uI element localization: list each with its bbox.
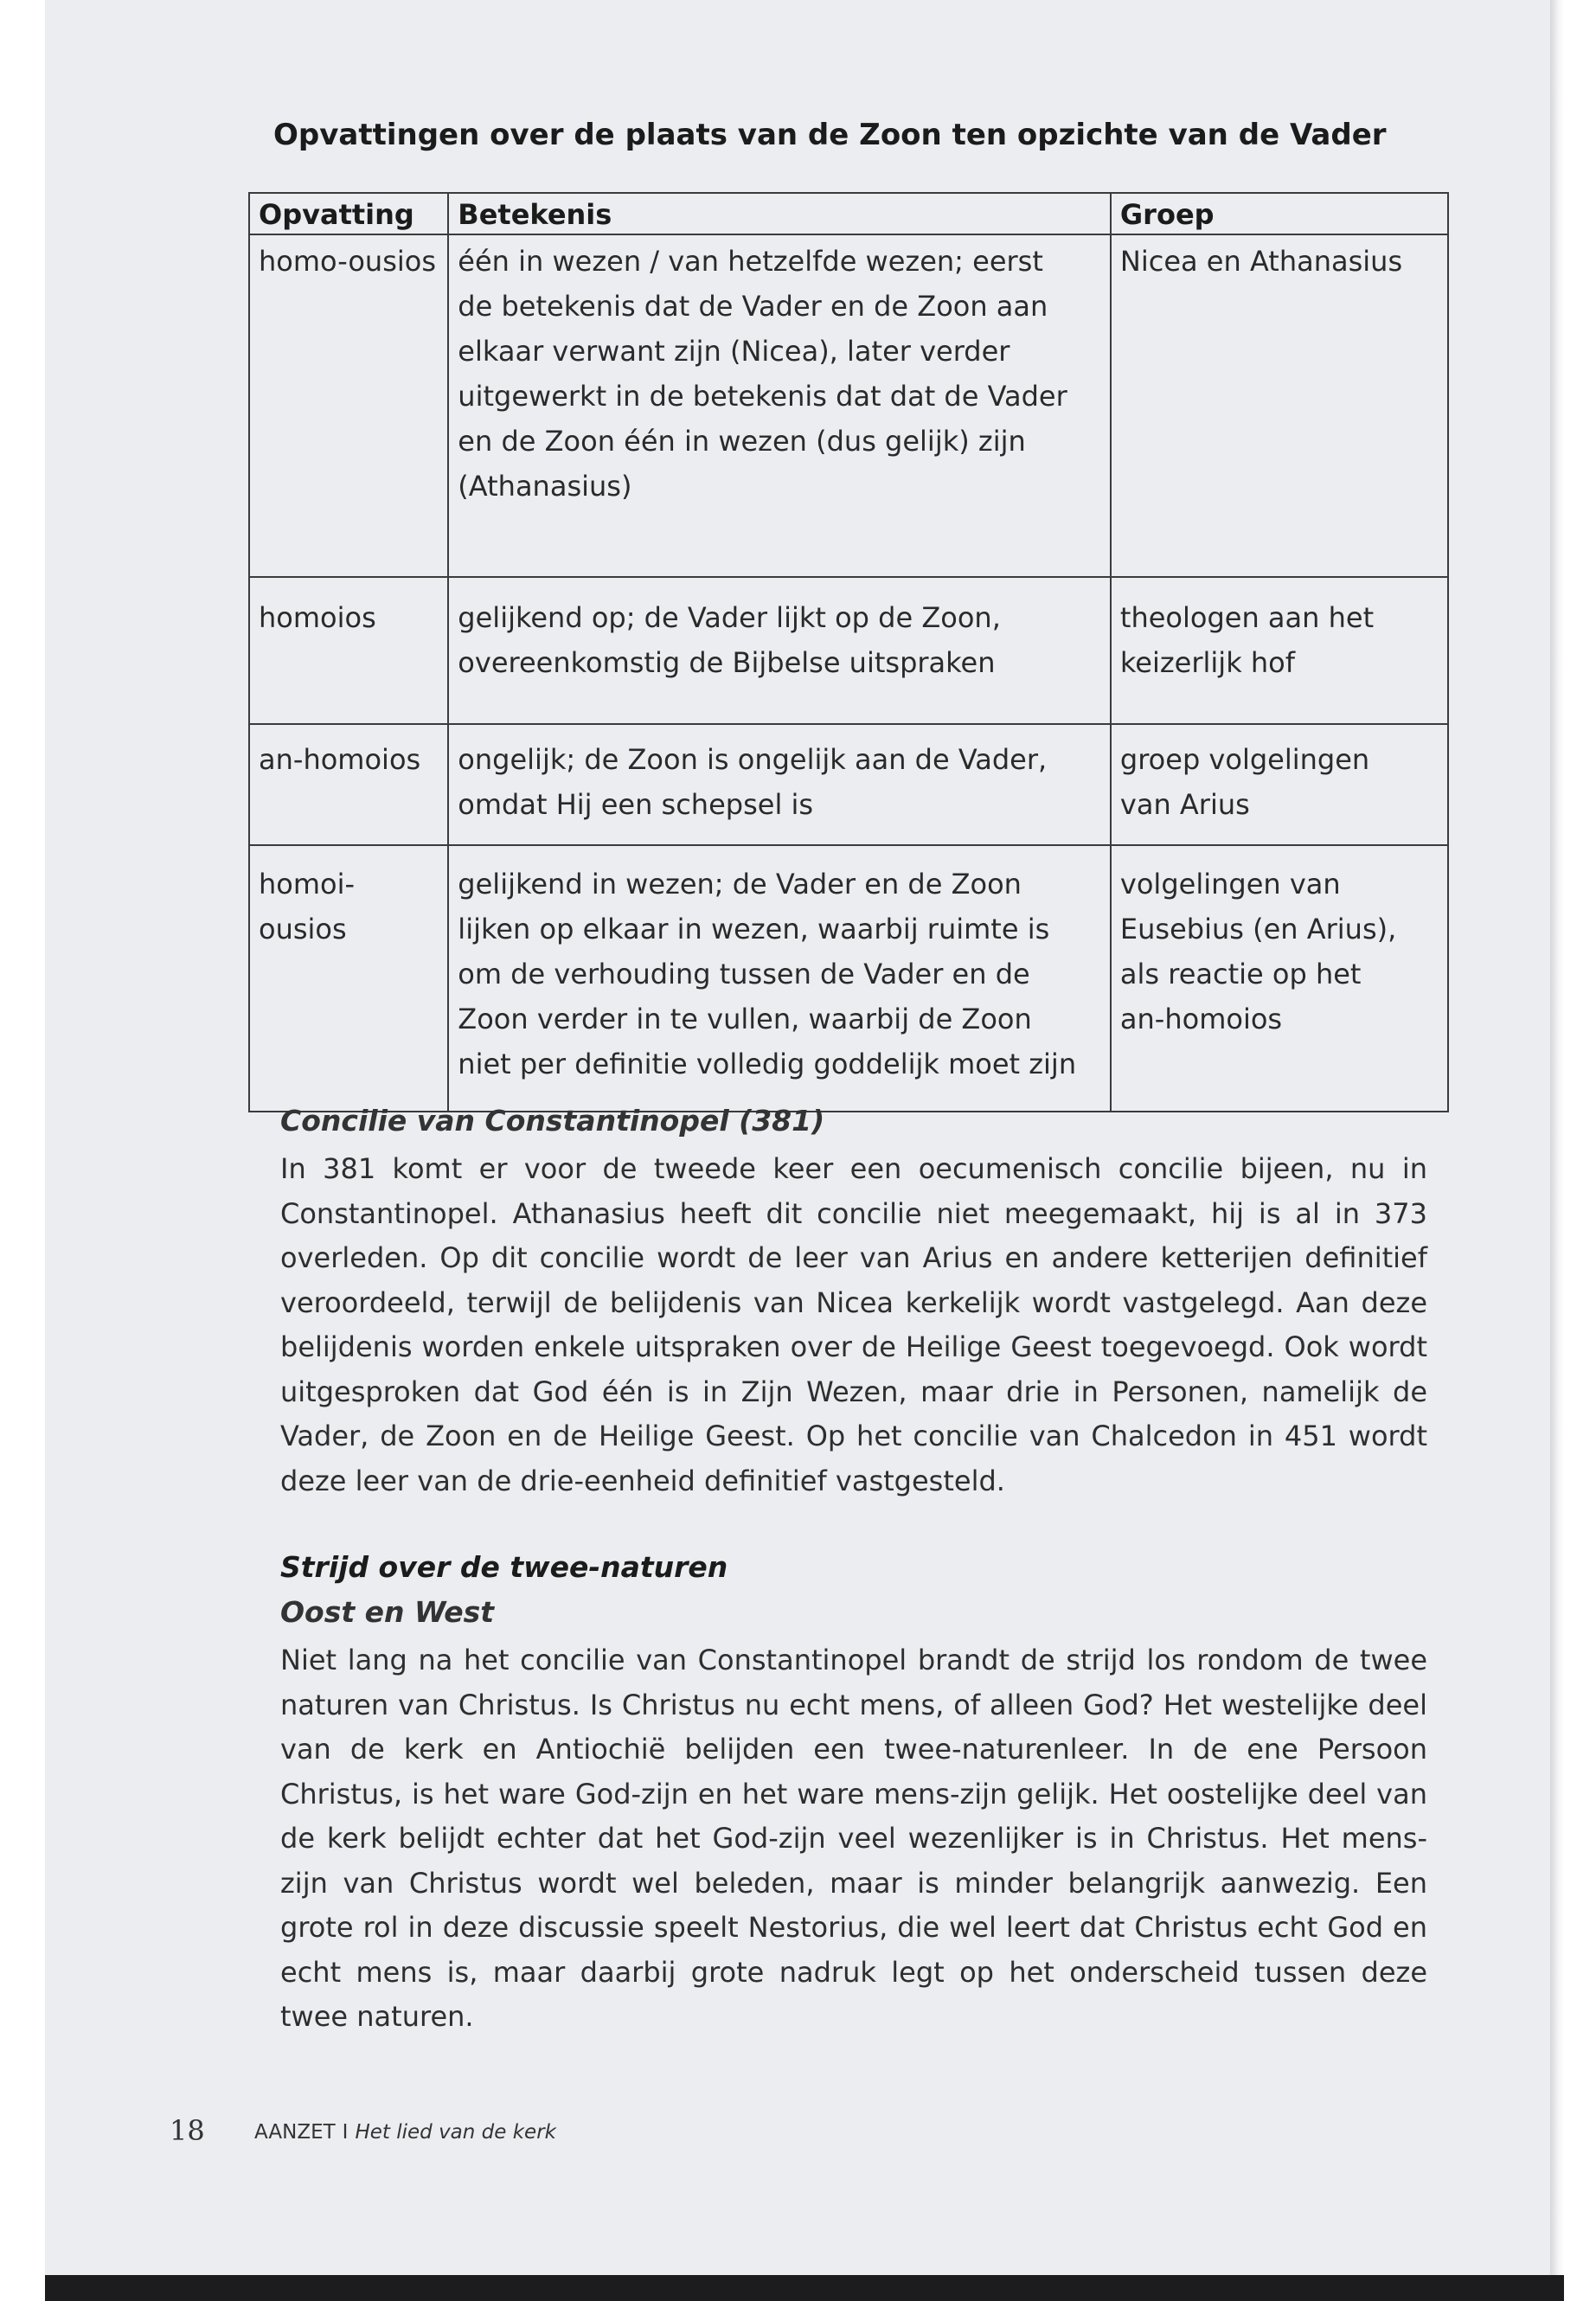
cell-betekenis: gelijkend op; de Vader lijkt op de Zoon, overeenkomstig de Bijbelse uitspraken <box>448 577 1111 724</box>
header-groep: Groep <box>1111 193 1448 234</box>
subheading-oost-en-west: Oost en West <box>280 1595 495 1629</box>
table-header-row <box>249 193 1448 234</box>
table-row <box>249 845 1448 1112</box>
scan-border <box>45 2275 1564 2301</box>
cell-opvatting: homoi-ousios <box>249 845 448 1112</box>
cell-opvatting: homo-ousios <box>249 234 448 577</box>
cell-opvatting: an-homoios <box>249 724 448 845</box>
header-opvatting: Opvatting <box>249 193 448 234</box>
footer-section: AANZET <box>254 2121 336 2144</box>
cell-groep: Nicea en Athanasius <box>1111 234 1448 577</box>
opvattingen-table <box>248 192 1449 1112</box>
footer-running-head <box>254 2121 556 2144</box>
cell-opvatting: homoios <box>249 577 448 724</box>
cell-betekenis: gelijkend in wezen; de Vader en de Zoon lijken op elkaar in wezen, waarbij ruimte is om de verhouding tussen de Vader en de Zoon verder in te vullen, waarbij de Zoon niet per definitie volledig goddelijk moet zijn <box>448 845 1111 1112</box>
page-footer <box>170 2114 556 2147</box>
paragraph-twee-naturen: Niet lang na het concilie van Constantinopel brandt de strijd los rondom de twee naturen van Christus. Is Christus nu echt mens, of alleen God? Het westelijke deel van de kerk en Antiochië belijden een twee-naturenleer. In de ene Persoon Christus, is het ware God-zijn en het ware mens-zijn gelijk. Het oostelijke deel van de kerk belijdt echter dat het God-zijn veel wezenlijker is in Christus. Het mens-zijn van Christus wordt wel beleden, maar is minder belangrijk aanwezig. Een grote rol in deze discussie speelt Nestorius, die wel leert dat Christus echt God en echt mens is, maar daarbij grote nadruk legt op het onderscheid tussen deze twee naturen. <box>280 1644 1427 2033</box>
cell-betekenis: ongelijk; de Zoon is ongelijk aan de Vader, omdat Hij een schepsel is <box>448 724 1111 845</box>
table-row <box>249 724 1448 845</box>
cell-betekenis: één in wezen / van hetzelfde wezen; eerst de betekenis dat de Vader en de Zoon aan elkaar verwant zijn (Nicea), later verder uitgewerkt in de betekenis dat dat de Vader en de Zoon één in wezen (dus gelijk) zijn (Athanasius) <box>448 234 1111 577</box>
cell-groep: groep volgelingen van Arius <box>1111 724 1448 845</box>
page-number: 18 <box>170 2114 205 2147</box>
footer-book-title: Het lied van de kerk <box>355 2121 556 2144</box>
paragraph-constantinopel: In 381 komt er voor de tweede keer een oecumenisch concilie bijeen, nu in Constantinopel. Athanasius heeft dit concilie niet meegemaakt, hij is al in 373 overleden. Op dit concilie wordt de leer van Arius en andere ketterijen definitief veroordeeld, terwijl de belijdenis van Nicea kerkelijk wordt vastgelegd. Aan deze belijdenis worden enkele uitspraken over de Heilige Geest toegevoegd. Ook wordt uitgesproken dat God één is in Zijn Wezen, maar drie in Personen, namelijk de Vader, de Zoon en de Heilige Geest. Op het concilie van Chalcedon in 451 wordt deze leer van de drie-eenheid definitief vastgesteld. <box>280 1152 1427 1497</box>
header-betekenis: Betekenis <box>448 193 1111 234</box>
table-title: Opvattingen over de plaats van de Zoon ten opzichte van de Vader <box>273 118 1387 152</box>
page-edge <box>1550 0 1564 2275</box>
cell-groep: volgelingen van Eusebius (en Arius), als reactie op het an-homoios <box>1111 845 1448 1112</box>
cell-groep: theologen aan het keizerlijk hof <box>1111 577 1448 724</box>
section-heading-twee-naturen: Strijd over de twee-naturen <box>280 1550 728 1584</box>
table-row <box>249 577 1448 724</box>
footer-separator: I <box>342 2121 349 2144</box>
section-heading-constantinopel: Concilie van Constantinopel (381) <box>280 1104 825 1138</box>
table-row <box>249 234 1448 577</box>
